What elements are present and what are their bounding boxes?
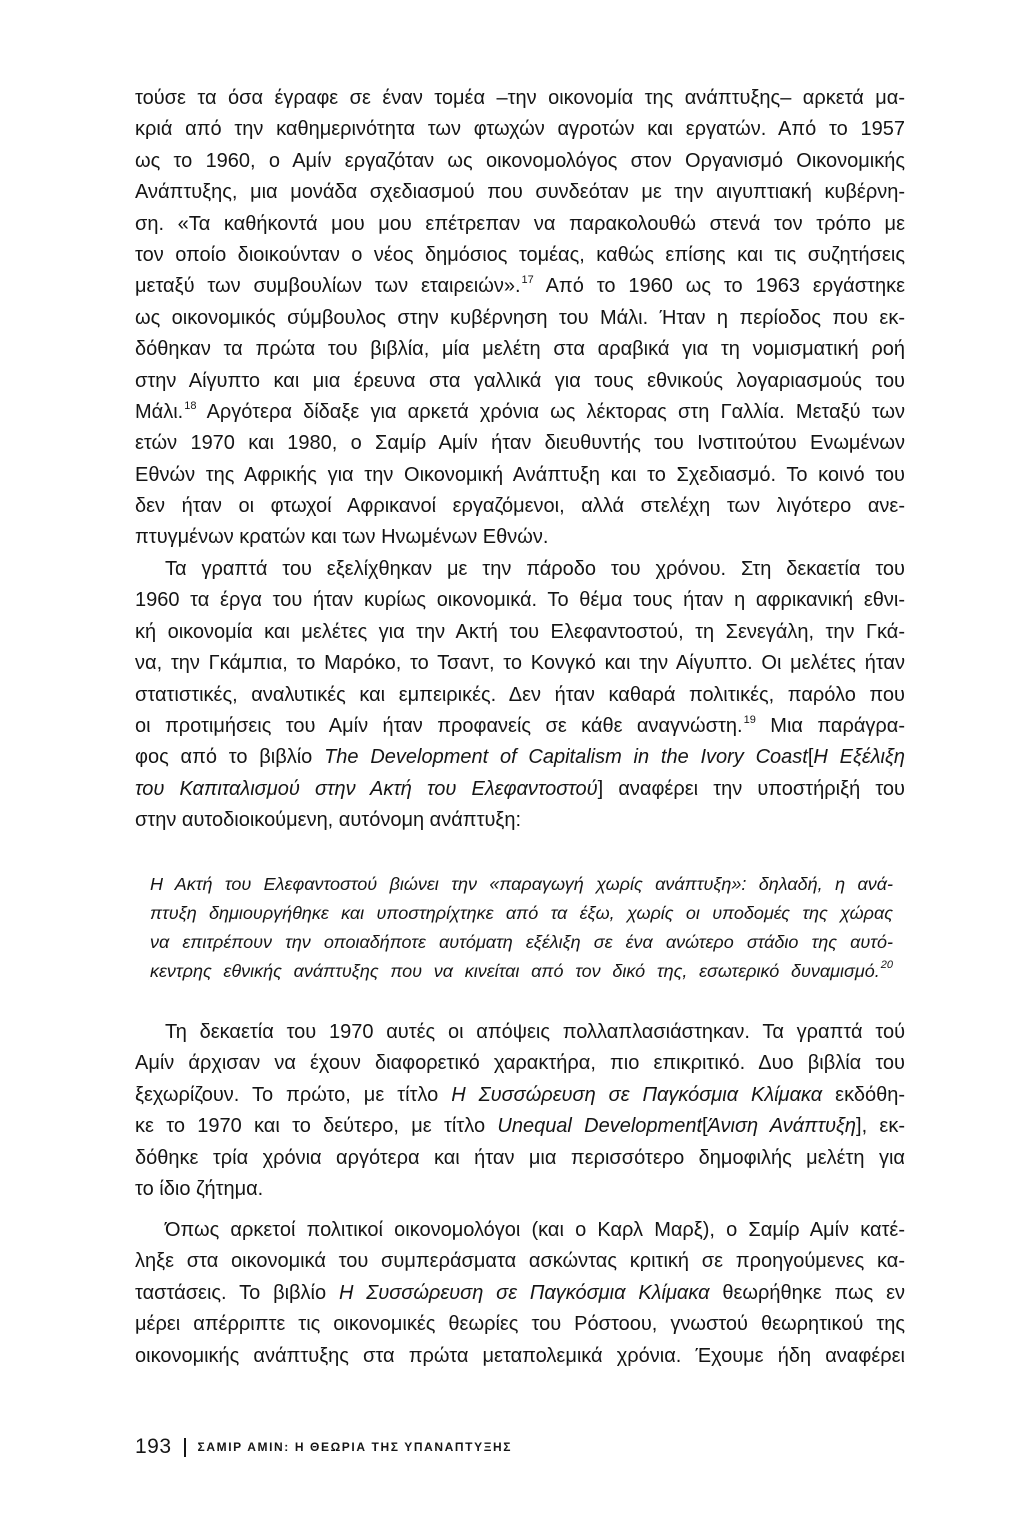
book-title-translation: του Καπιταλισμού στην Ακτή του Ελεφαντοστού [135, 777, 598, 800]
footnote-ref: 18 [184, 399, 197, 412]
text-line: πτυγμένων κρατών και των Ηνωμένων Εθνών. [135, 526, 549, 549]
text-line: ως το 1960, ο Αμίν εργαζόταν ως οικονομολόγος στον Οργανισμό Οικονομικής [135, 149, 905, 172]
text-line [135, 711, 905, 742]
text-line [135, 271, 905, 302]
book-title: Unequal Development [497, 1115, 703, 1138]
text-line: κριά από την καθημερινότητα των φτωχών αγροτών και εργατών. Από το 1957 [135, 118, 905, 141]
text-line [135, 742, 905, 773]
quote-line: πτυξη δημιουργήθηκε και υποστηρίχτηκε από τα έξω, χωρίς οι υποδομές της χώρας [150, 903, 893, 923]
text-segment: κε το 1970 και το δεύτερο, με τίτλο [135, 1115, 498, 1138]
paragraph [135, 1017, 905, 1205]
running-title: ΣΑΜΙΡ ΑΜΙΝ: Η ΘΕΩΡΙΑ ΤΗΣ ΥΠΑΝΑΠΤΥΞΗΣ [197, 1440, 513, 1454]
text-segment: ] αναφέρει την υποστήριξή του [597, 777, 905, 800]
text-line [135, 397, 905, 428]
text-line: οικονομικής ανάπτυξης στα πρώτα μεταπολεμικά χρόνια. Έχουμε ήδη αναφέρει [135, 1344, 905, 1367]
book-title-translation: Η Εξέλιξη [813, 746, 906, 769]
text-segment: ξεχωρίζουν. Το πρώτο, με τίτλο [135, 1083, 452, 1106]
text-line [135, 774, 905, 805]
paragraph [135, 83, 905, 554]
text-line: το ίδιο ζήτημα. [135, 1177, 264, 1200]
book-title: Η Συσσώρευση σε Παγκόσμια Κλίμακα [338, 1281, 710, 1304]
text-segment: [ [702, 1115, 708, 1138]
text-line: να, την Γκάμπια, το Μαρόκο, το Τσαντ, το Κονγκό και την Αίγυπτο. Οι μελέτες ήταν [135, 652, 905, 675]
text-line: ση. «Τα καθήκοντά μου μου επέτρεπαν να παρακολουθώ στενά τον τρόπο με [135, 212, 905, 235]
text-line: τούσε τα όσα έγραφε σε έναν τομέα –την οικονομία της ανάπτυξης– αρκετά μα- [135, 87, 905, 109]
text-segment: Αργότερα δίδαξε για αρκετά χρόνια ως λέκτορας στη Γαλλία. Μεταξύ των [196, 400, 905, 423]
text-line: δόθηκε τρία χρόνια αργότερα και ήταν μια περισσότερο δημοφιλής μελέτη για [135, 1146, 905, 1169]
text-line: κή οικονομία και μελέτες για την Ακτή του Ελεφαντοστού, τη Σενεγάλη, την Γκά- [135, 620, 905, 643]
footnote-ref: 20 [880, 959, 893, 971]
text-line: Τα γραπτά του εξελίχθηκαν με την πάροδο του χρόνου. Στη δεκαετία του [165, 558, 905, 580]
block-quote [150, 870, 893, 986]
text-segment: μεταξύ των συμβουλίων των εταιρειών». [135, 275, 521, 298]
text-segment: θεωρήθηκε πως εν [709, 1281, 906, 1304]
text-segment: ταστάσεις. Το βιβλίο [135, 1281, 339, 1304]
text-line: ληξε στα οικονομικά του συμπεράσματα ασκώντας κριτική σε προηγούμενες κα- [135, 1250, 905, 1273]
text-segment: οι προτιμήσεις του Αμίν ήταν προφανείς σε κάθε αναγνώστη. [135, 714, 743, 737]
text-segment: Μια παράγρα- [755, 714, 905, 737]
text-line [135, 1111, 905, 1142]
book-title: Η Συσσώρευση σε Παγκόσμια Κλίμακα [451, 1083, 823, 1106]
quote-line [150, 957, 893, 986]
text-line [135, 1278, 905, 1309]
text-segment: εκδόθη- [822, 1083, 906, 1106]
text-line: Εθνών της Αφρικής για την Οικονομική Ανάπτυξη και το Σχεδιασμό. Το κοινό του [135, 463, 905, 486]
text-segment: Από το 1960 ως το 1963 εργάστηκε [533, 275, 906, 298]
text-segment: κεντρης εθνικής ανάπτυξης που να κινείται από τον δικό της, εσωτερικό δυναμισμό. [150, 961, 880, 981]
quote-line: να επιτρέπουν την οποιαδήποτε αυτόματη εξέλιξη σε ένα ανώτερο στάδιο της αυτό- [150, 932, 893, 952]
text-segment: ], εκ- [856, 1115, 905, 1138]
text-line: 1960 τα έργα του ήταν κυρίως οικονομικά. Το θέμα τους ήταν η αφρικανική εθνι- [135, 589, 905, 612]
quote-line: Η Ακτή του Ελεφαντοστού βιώνει την «παραγωγή χωρίς ανάπτυξη»: δηλαδή, η ανά- [150, 874, 893, 894]
page-number: 193 [135, 1435, 172, 1458]
text-line: δόθηκαν τα πρώτα του βιβλία, μία μελέτη στα αραβικά για τη νομισματική ροή [135, 338, 905, 361]
footnote-ref: 17 [521, 274, 534, 287]
text-line: δεν ήταν οι φτωχοί Αφρικανοί εργαζόμενοι, αλλά στελέχη των λιγότερο ανε- [135, 495, 905, 518]
text-line: στην Αίγυπτο και μια έρευνα στα γαλλικά για τους εθνικούς λογαριασμούς του [135, 369, 905, 392]
text-line: στην αυτοδιοικούμενη, αυτόνομη ανάπτυξη: [135, 809, 522, 832]
text-line: Τη δεκαετία του 1970 αυτές οι απόψεις πολλαπλασιάστηκαν. Τα γραπτά τού [165, 1021, 905, 1043]
text-segment: [ [807, 746, 814, 769]
book-title: The Development of Capitalism in the Ivory Coast [324, 746, 808, 769]
text-segment: φος από το βιβλίο [135, 746, 325, 769]
text-line: Αμίν άρχισαν να έχουν διαφορετικό χαρακτήρα, πιο επικριτικό. Δυο βιβλία του [135, 1052, 905, 1075]
footer-separator [184, 1438, 186, 1457]
text-line: στατιστικές, αναλυτικές και εμπειρικές. Δεν ήταν καθαρά πολιτικές, παρόλο που [135, 683, 905, 706]
footnote-ref: 19 [743, 713, 756, 726]
text-line: τον οποίο διοικούνταν ο νέος δημόσιος τομέας, καθώς επίσης και τις συζητήσεις [135, 243, 905, 266]
paragraph [135, 554, 905, 837]
text-line: μέρει απέρριπτε τις οικονομικές θεωρίες του Ρόστοου, γνωστού θεωρητικού της [135, 1313, 905, 1336]
text-line: Όπως αρκετοί πολιτικοί οικονομολόγοι (και ο Καρλ Μαρξ), ο Σαμίρ Αμίν κατέ- [165, 1219, 905, 1241]
text-line [135, 1080, 905, 1111]
text-segment: Μάλι. [135, 400, 184, 423]
paragraph [135, 1215, 905, 1372]
text-line: Ανάπτυξης, μια μονάδα σχεδιασμού που συνδεόταν με την αιγυπτιακή κυβέρνη- [135, 181, 905, 204]
book-title-translation: Άνιση Ανάπτυξη [707, 1115, 857, 1138]
text-line: ετών 1970 και 1980, ο Σαμίρ Αμίν ήταν διευθυντής του Ινστιτούτου Ενωμένων [135, 432, 905, 455]
text-line: ως οικονομικός σύμβουλος στην κυβέρνηση του Μάλι. Ήταν η περίοδος που εκ- [135, 306, 905, 329]
page-footer [135, 1432, 512, 1462]
